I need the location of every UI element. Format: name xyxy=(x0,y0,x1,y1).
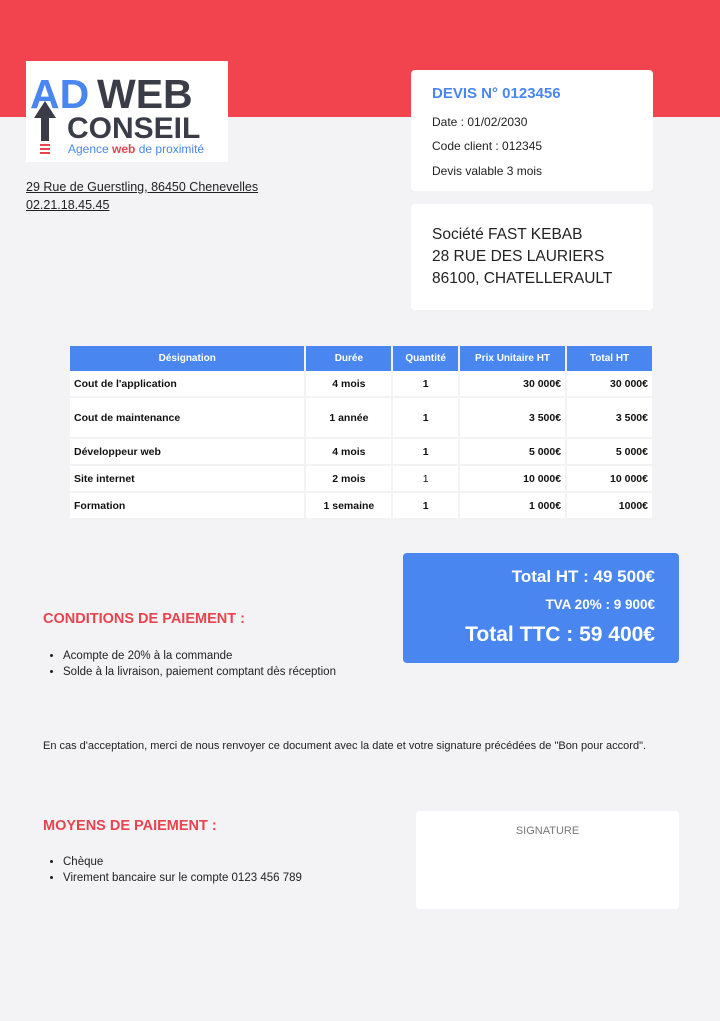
company-phone[interactable]: 02.21.18.45.45 xyxy=(26,198,110,212)
client-city: 86100, CHATELLERAULT xyxy=(432,270,613,287)
devis-date: Date : 01/02/2030 xyxy=(432,115,528,129)
cell-designation: Cout de maintenance xyxy=(70,398,304,439)
cell-prix: 10 000€ xyxy=(460,466,565,493)
cell-prix: 30 000€ xyxy=(460,371,565,398)
header-prix-unitaire: Prix Unitaire HT xyxy=(460,346,565,371)
table-header-row xyxy=(70,346,652,371)
conditions-list xyxy=(43,648,336,680)
total-ht: Total HT : 49 500€ xyxy=(511,567,655,586)
header-duree: Durée xyxy=(306,346,391,371)
cell-total: 3 500€ xyxy=(567,398,652,439)
devis-card xyxy=(411,70,653,191)
list-item: • Virement bancaire sur le compte 0123 456 789 xyxy=(63,870,302,886)
header-designation: Désignation xyxy=(70,346,304,371)
cell-duree: 4 mois xyxy=(306,371,391,398)
items-table xyxy=(68,346,654,520)
cell-designation: Site internet xyxy=(70,466,304,493)
list-item: • Acompte de 20% à la commande xyxy=(63,648,336,664)
total-tva: TVA 20% : 9 900€ xyxy=(545,597,655,612)
header-total: Total HT xyxy=(567,346,652,371)
cell-duree: 1 année xyxy=(306,398,391,439)
table-row xyxy=(70,371,652,398)
company-address-block xyxy=(26,178,258,214)
cell-quantite: 1 xyxy=(393,466,458,493)
client-card xyxy=(411,204,653,310)
table-row xyxy=(70,439,652,466)
list-item: • Solde à la livraison, paiement comptant dès réception xyxy=(63,664,336,680)
totals-box xyxy=(403,553,679,663)
devis-validity: Devis valable 3 mois xyxy=(432,164,543,178)
cell-prix: 5 000€ xyxy=(460,439,565,466)
total-ttc: Total TTC : 59 400€ xyxy=(465,623,655,646)
cell-designation: Formation xyxy=(70,493,304,520)
company-logo xyxy=(26,61,228,162)
cell-duree: 4 mois xyxy=(306,439,391,466)
signature-box[interactable] xyxy=(416,811,679,909)
cell-duree: 2 mois xyxy=(306,466,391,493)
devis-client-code: Code client : 012345 xyxy=(432,139,543,153)
table-row xyxy=(70,466,652,493)
payment-methods-list xyxy=(43,854,302,886)
cell-total: 1000€ xyxy=(567,493,652,520)
logo-tagline: Agence web de proximité xyxy=(68,142,205,156)
logo-graphic xyxy=(26,61,228,162)
header-quantite: Quantité xyxy=(393,346,458,371)
payment-methods-title: MOYENS DE PAIEMENT : xyxy=(43,818,217,834)
acceptance-note: En cas d'acceptation, merci de nous renvoyer ce document avec la date et votre signature précédées de "Bon pour accord". xyxy=(43,740,647,752)
company-address[interactable]: 29 Rue de Guerstling, 86450 Chenevelles xyxy=(26,180,259,194)
cell-duree: 1 semaine xyxy=(306,493,391,520)
cell-designation: Développeur web xyxy=(70,439,304,466)
signature-label: SIGNATURE xyxy=(515,825,580,837)
logo-line2: CONSEIL xyxy=(67,112,201,145)
cell-designation: Cout de l'application xyxy=(70,371,304,398)
cell-quantite: 1 xyxy=(393,439,458,466)
devis-number: DEVIS N° 0123456 xyxy=(432,85,561,102)
cell-prix: 3 500€ xyxy=(460,398,565,439)
cell-prix: 1 000€ xyxy=(460,493,565,520)
client-street: 28 RUE DES LAURIERS xyxy=(432,248,605,265)
cell-quantite: 1 xyxy=(393,371,458,398)
logo-web: WEB xyxy=(97,71,193,117)
conditions-title: CONDITIONS DE PAIEMENT : xyxy=(43,611,245,627)
cell-total: 10 000€ xyxy=(567,466,652,493)
client-name: Société FAST KEBAB xyxy=(432,226,583,243)
cell-total: 5 000€ xyxy=(567,439,652,466)
table-row xyxy=(70,398,652,439)
cell-total: 30 000€ xyxy=(567,371,652,398)
list-item: • Chèque xyxy=(63,854,302,870)
table-row xyxy=(70,493,652,520)
cell-quantite: 1 xyxy=(393,493,458,520)
logo-ad: AD xyxy=(30,71,90,117)
cell-quantite: 1 xyxy=(393,398,458,439)
